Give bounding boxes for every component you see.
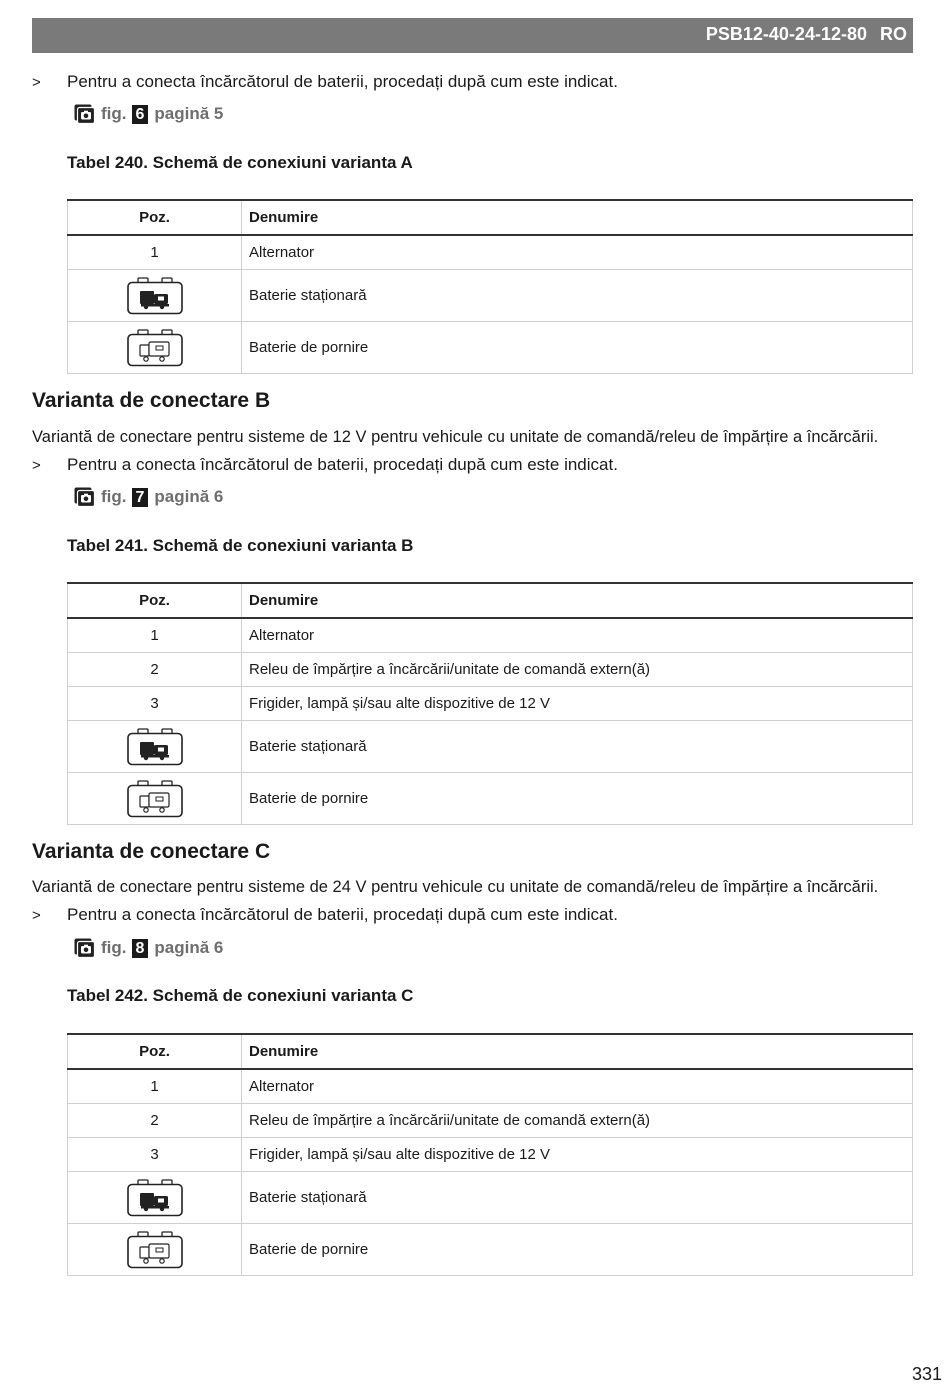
- connection-table-a: [67, 199, 913, 374]
- page-number: 331: [911, 1364, 942, 1384]
- table-row: [68, 1104, 913, 1138]
- starter-battery-icon: [127, 329, 183, 367]
- fig-page: pagină 5: [154, 104, 224, 123]
- row-name: Frigider, lampă și/sau alte dispozitive de 12 V: [242, 687, 913, 721]
- table-row: [68, 270, 913, 322]
- row-pos: [68, 270, 242, 322]
- row-name: Baterie staționară: [242, 1172, 913, 1224]
- camera-icon: [74, 487, 96, 507]
- connection-table-c: [67, 1033, 913, 1276]
- table-row: [68, 1224, 913, 1276]
- step-arrow-icon: >: [32, 457, 41, 474]
- table-row: [68, 322, 913, 374]
- table-row: [68, 1172, 913, 1224]
- stationary-battery-icon: [127, 1179, 183, 1217]
- row-pos: 2: [68, 653, 242, 687]
- figure-reference[interactable]: [74, 104, 223, 124]
- fig-label: fig.: [101, 938, 127, 957]
- figure-reference[interactable]: [74, 938, 223, 958]
- section-title: Varianta de conectare C: [32, 840, 271, 863]
- table-row: [68, 687, 913, 721]
- row-pos: [68, 773, 242, 825]
- col-pos-header: Poz.: [68, 583, 242, 618]
- row-name: Baterie de pornire: [242, 322, 913, 374]
- stationary-battery-icon: [127, 728, 183, 766]
- fig-number: 6: [132, 105, 149, 124]
- row-pos: [68, 1172, 242, 1224]
- table-row: [68, 618, 913, 653]
- model-number: PSB12-40-24-12-80: [705, 24, 867, 44]
- step-text: Pentru a conecta încărcătorul de baterii, procedați după cum este indicat.: [67, 905, 618, 924]
- header-bar: [32, 18, 913, 53]
- row-pos: [68, 721, 242, 773]
- row-pos: [68, 1224, 242, 1276]
- row-name: Baterie staționară: [242, 270, 913, 322]
- col-pos-header: Poz.: [68, 1034, 242, 1069]
- fig-label: fig.: [101, 487, 127, 506]
- camera-icon: [74, 938, 96, 958]
- table-row: [68, 235, 913, 270]
- table-caption: Tabel 240. Schemă de conexiuni varianta A: [67, 153, 413, 172]
- fig-label: fig.: [101, 104, 127, 123]
- col-name-header: Denumire: [242, 200, 913, 235]
- table-header-row: [68, 200, 913, 235]
- row-pos: 1: [68, 1069, 242, 1104]
- row-name: Alternator: [242, 618, 913, 653]
- table-row: [68, 653, 913, 687]
- row-name: Releu de împărțire a încărcării/unitate de comandă extern(ă): [242, 653, 913, 687]
- step-arrow-icon: >: [32, 74, 41, 91]
- row-name: Baterie staționară: [242, 721, 913, 773]
- camera-icon: [74, 104, 96, 124]
- row-pos: 1: [68, 235, 242, 270]
- table-row: [68, 773, 913, 825]
- language-code: RO: [880, 24, 907, 44]
- step-text: Pentru a conecta încărcătorul de baterii, procedați după cum este indicat.: [67, 455, 618, 474]
- row-name: Baterie de pornire: [242, 773, 913, 825]
- row-pos: 1: [68, 618, 242, 653]
- col-name-header: Denumire: [242, 583, 913, 618]
- table-row: [68, 721, 913, 773]
- row-pos: 2: [68, 1104, 242, 1138]
- table-row: [68, 1138, 913, 1172]
- connection-table-b: [67, 582, 913, 825]
- fig-page: pagină 6: [154, 487, 224, 506]
- col-name-header: Denumire: [242, 1034, 913, 1069]
- step-text: Pentru a conecta încărcătorul de baterii, procedați după cum este indicat.: [67, 72, 618, 91]
- row-name: Alternator: [242, 1069, 913, 1104]
- row-pos: 3: [68, 687, 242, 721]
- starter-battery-icon: [127, 780, 183, 818]
- row-pos: 3: [68, 1138, 242, 1172]
- row-pos: [68, 322, 242, 374]
- table-caption: Tabel 242. Schemă de conexiuni varianta C: [67, 986, 414, 1005]
- table-row: [68, 1069, 913, 1104]
- step-arrow-icon: >: [32, 907, 41, 924]
- col-pos-header: Poz.: [68, 200, 242, 235]
- stationary-battery-icon: [127, 277, 183, 315]
- figure-reference[interactable]: [74, 487, 223, 507]
- fig-page: pagină 6: [154, 938, 224, 957]
- row-name: Releu de împărțire a încărcării/unitate de comandă extern(ă): [242, 1104, 913, 1138]
- table-header-row: [68, 583, 913, 618]
- table-header-row: [68, 1034, 913, 1069]
- fig-number: 8: [132, 939, 149, 958]
- row-name: Frigider, lampă și/sau alte dispozitive de 12 V: [242, 1138, 913, 1172]
- row-name: Alternator: [242, 235, 913, 270]
- section-title: Varianta de conectare B: [32, 389, 271, 412]
- section-intro: Variantă de conectare pentru sisteme de 12 V pentru vehicule cu unitate de comandă/releu de împărțire a încărcării.: [32, 428, 879, 446]
- starter-battery-icon: [127, 1231, 183, 1269]
- row-name: Baterie de pornire: [242, 1224, 913, 1276]
- fig-number: 7: [132, 488, 149, 507]
- section-intro: Variantă de conectare pentru sisteme de 24 V pentru vehicule cu unitate de comandă/releu de împărțire a încărcării.: [32, 878, 879, 896]
- table-caption: Tabel 241. Schemă de conexiuni varianta B: [67, 536, 414, 555]
